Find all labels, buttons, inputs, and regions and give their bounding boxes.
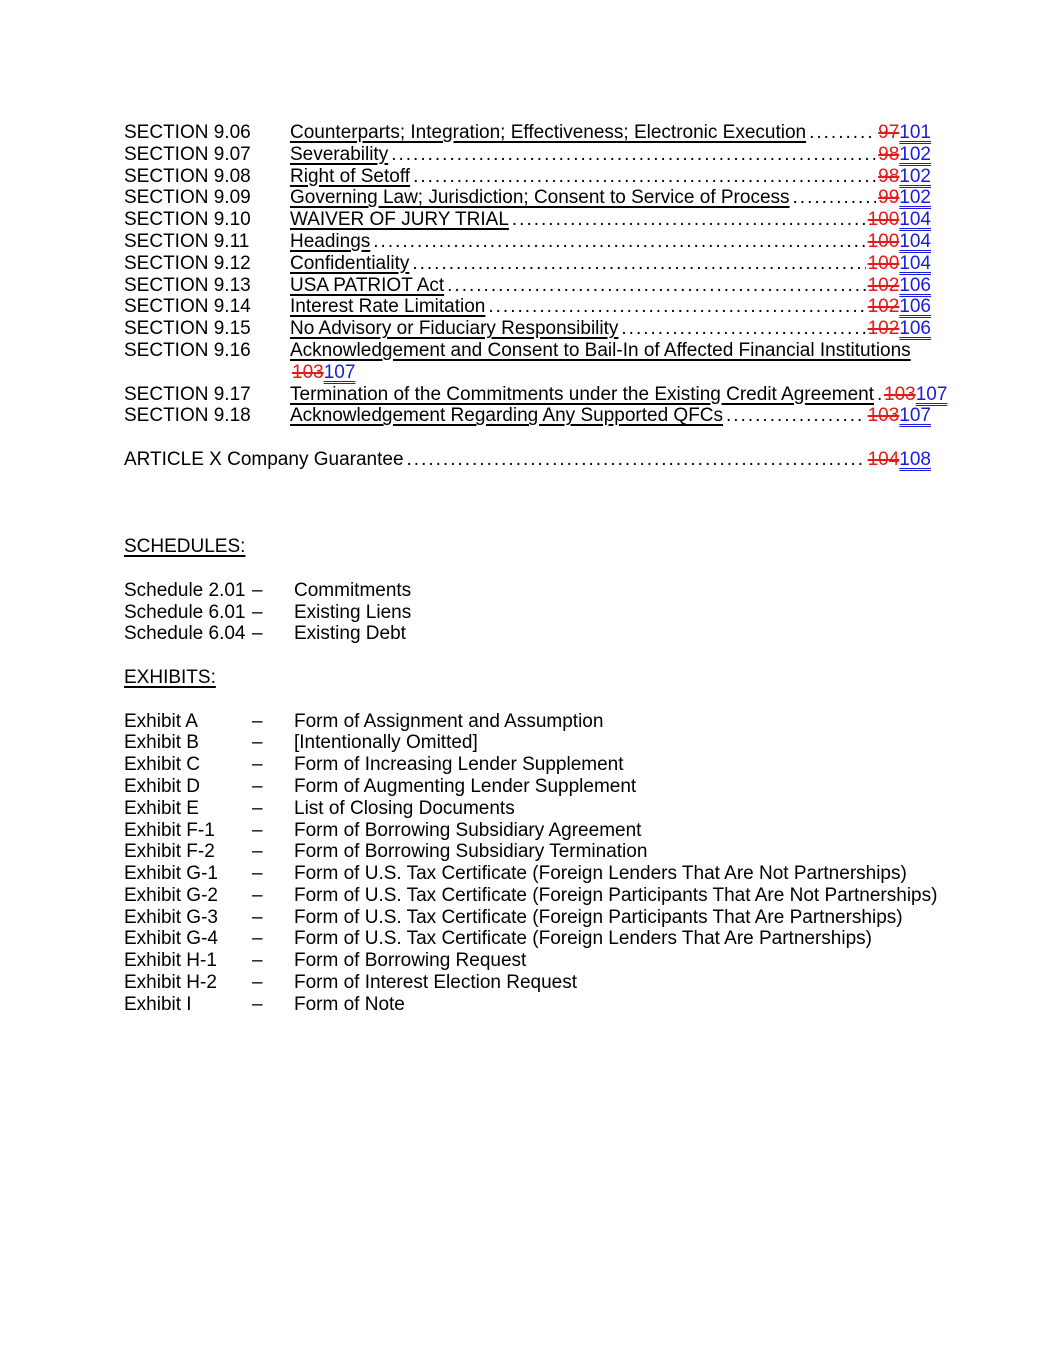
inserted-page-number[interactable]: 101 [899,122,931,143]
deleted-page-number: 103 [867,405,900,427]
dot-leader [370,231,865,253]
article-title[interactable]: ARTICLE X Company Guarantee [124,448,404,470]
inserted-page-number[interactable]: 106 [899,274,931,296]
schedule-title: Existing Liens [294,601,412,623]
exhibit-title: Form of U.S. Tax Certificate (Foreign Participants That Are Not Partnerships) [294,884,938,906]
toc-section-number: SECTION 9.08 [124,165,251,187]
deleted-page-number: 103 [292,361,324,383]
exhibit-row [124,950,931,972]
toc-entry [290,275,931,297]
exhibit-label: Exhibit I [124,993,192,1015]
toc-section-number: SECTION 9.16 [124,339,251,361]
deleted-page-number: 99 [878,187,900,209]
exhibit-row [124,798,931,820]
toc-entry-row [124,187,931,209]
dot-leader [404,449,866,471]
toc-entry-row [124,340,931,384]
dash-separator: – [252,950,263,972]
toc-entry-row [124,209,931,231]
inserted-page-number[interactable]: 104 [899,209,931,231]
toc-entry-row [124,231,931,253]
dash-separator: – [252,884,263,906]
inserted-page-number[interactable]: 107 [899,405,931,427]
exhibit-title: Form of Borrowing Subsidiary Termination [294,841,648,863]
toc-entry [290,296,931,318]
exhibit-label: Exhibit H-1 [124,950,217,972]
dash-separator: – [252,841,263,863]
toc-section-number: SECTION 9.12 [124,252,251,274]
toc-entry [290,383,948,406]
page-numbers [876,122,931,144]
dot-leader [388,144,876,166]
page-numbers [866,318,931,340]
page-numbers [876,166,931,188]
toc-entry [290,340,931,384]
exhibit-row [124,907,931,929]
toc-entry [290,405,931,427]
exhibit-row [124,711,931,733]
exhibit-row [124,841,931,863]
toc-section-number: SECTION 9.11 [124,230,250,252]
toc-entry [290,187,931,209]
schedule-row [124,580,931,602]
inserted-page-number[interactable]: 107 [915,383,948,405]
deleted-page-number: 100 [867,230,900,252]
schedules-heading: SCHEDULES: [124,536,246,558]
exhibit-label: Exhibit A [124,710,198,732]
toc-entry-row [124,383,948,406]
dot-leader [509,209,866,231]
deleted-page-number: 97 [878,122,900,143]
inserted-page-number[interactable]: 102 [899,187,931,209]
toc-entry [290,318,931,340]
exhibit-title: Form of Note [294,993,405,1015]
page-numbers [866,209,931,231]
dash-separator: – [252,732,263,754]
inserted-page-number[interactable]: 104 [899,252,931,274]
toc-entry-row [124,275,931,297]
dash-separator: – [252,623,263,645]
page-numbers [866,275,931,297]
exhibit-label: Exhibit G-1 [124,863,218,885]
toc-entry [290,253,931,275]
exhibit-label: Exhibit G-3 [124,906,218,928]
toc-entry-title[interactable]: Governing Law; Jurisdiction; Consent to Service of Process [290,187,790,209]
dot-leader [790,187,877,209]
toc-entry [290,231,931,253]
page-numbers [866,449,931,471]
dot-leader [444,275,865,297]
dash-separator: – [252,972,263,994]
exhibit-label: Exhibit E [124,797,199,819]
schedule-label: Schedule 6.04 [124,623,246,645]
toc-section-number: SECTION 9.18 [124,405,251,427]
exhibit-title: Form of Interest Election Request [294,972,578,994]
schedule-label: Schedule 2.01 [124,579,246,601]
exhibit-label: Exhibit D [124,775,201,797]
blank-line [124,689,931,711]
toc-entry-title[interactable]: Headings [290,230,371,252]
exhibit-row [124,820,931,842]
blank-line [124,558,931,580]
dash-separator: – [252,863,263,885]
page-numbers [876,187,931,209]
toc-entry-row [124,166,931,188]
toc-section-number: SECTION 9.15 [124,318,251,340]
toc-entry-title[interactable]: Right of Setoff [290,165,411,187]
exhibit-title: Form of Increasing Lender Supplement [294,754,624,776]
exhibit-title: Form of U.S. Tax Certificate (Foreign Lenders That Are Partnerships) [294,928,872,950]
dot-leader [874,384,882,406]
exhibit-label: Exhibit H-2 [124,972,217,994]
toc-entry-title[interactable]: Acknowledgement and Consent to Bail-In of Affected Financial Institutions [290,339,911,361]
page-numbers [876,144,931,166]
schedules-list [124,580,931,645]
toc-entry-title[interactable]: Interest Rate Limitation [290,296,486,318]
exhibit-label: Exhibit G-2 [124,884,218,906]
toc-section-number: SECTION 9.17 [124,383,251,405]
toc-entry-title[interactable]: USA PATRIOT Act [290,274,445,296]
page-numbers [866,231,931,253]
exhibits-list [124,710,938,1016]
toc-entry-row [124,296,931,318]
dot-leader [485,296,865,318]
dot-leader [806,122,876,144]
deleted-page-number: 98 [878,143,900,165]
inserted-page-number[interactable]: 108 [899,448,931,470]
deleted-page-number: 102 [867,274,900,296]
schedule-label: Schedule 6.01 [124,601,246,623]
page-numbers [882,384,947,406]
toc-section-number: SECTION 9.13 [124,274,251,296]
exhibit-title: Form of Assignment and Assumption [294,710,604,732]
exhibit-title: List of Closing Documents [294,797,515,819]
toc-entry-title[interactable]: Severability [290,143,389,165]
toc-section-number: SECTION 9.09 [124,187,251,209]
exhibit-title: Form of Borrowing Request [294,950,527,972]
exhibit-label: Exhibit F-1 [124,819,215,841]
toc-entry-row [124,405,931,427]
dot-leader [410,166,876,188]
deleted-page-number: 102 [867,296,900,318]
toc-entry [290,122,931,144]
exhibit-row [124,754,931,776]
exhibit-row [124,972,931,994]
toc-section-number: SECTION 9.07 [124,143,251,165]
dash-separator: – [252,754,263,776]
dash-separator: – [252,928,263,950]
dot-leader [618,318,865,340]
schedule-title: Commitments [294,579,412,601]
toc-entry-title[interactable]: WAIVER OF JURY TRIAL [290,209,509,231]
toc-entry-title[interactable]: Acknowledgement Regarding Any Supported QFCs [290,405,724,427]
exhibit-label: Exhibit G-4 [124,928,218,950]
exhibit-title: Form of Augmenting Lender Supplement [294,775,637,797]
toc-entry [290,166,931,188]
blank-line [124,471,931,536]
deleted-page-number: 104 [867,448,900,470]
deleted-page-number: 103 [884,383,916,405]
exhibit-row [124,928,931,950]
dash-separator: – [252,993,263,1015]
dot-leader [409,253,865,275]
toc-entry-title[interactable]: Counterparts; Integration; Effectiveness; Electronic Execution [290,122,807,143]
toc-entry [290,209,931,231]
exhibit-row [124,884,938,907]
page-numbers [866,405,931,427]
dash-separator: – [252,710,263,732]
dash-separator: – [252,579,263,601]
schedule-row [124,623,931,645]
page-numbers [866,296,931,318]
inserted-page-number[interactable]: 106 [899,318,931,340]
exhibit-title: [Intentionally Omitted] [294,732,478,754]
deleted-page-number: 100 [867,209,900,231]
exhibit-row [124,994,931,1016]
toc-entry [290,144,931,166]
toc-section-number: SECTION 9.10 [124,209,251,231]
toc-section-number: SECTION 9.14 [124,296,251,318]
page-numbers [290,362,355,383]
toc-entry-row [124,122,931,144]
exhibits-heading: EXHIBITS: [124,666,216,688]
dot-leader [723,405,866,427]
page-numbers [866,253,931,275]
table-of-contents [124,122,948,471]
deleted-page-number: 102 [867,318,900,340]
exhibit-row [124,776,931,798]
schedule-title: Existing Debt [294,623,406,645]
dash-separator: – [252,819,263,841]
inserted-page-number[interactable]: 107 [323,361,356,383]
toc-entry-title[interactable]: No Advisory or Fiduciary Responsibility [290,318,619,340]
toc-entry-row [124,144,931,166]
exhibit-label: Exhibit F-2 [124,841,215,863]
exhibit-title: Form of U.S. Tax Certificate (Foreign Lenders That Are Not Partnerships) [294,863,907,885]
toc-entry-title[interactable]: Termination of the Commitments under the Existing Credit Agreement [290,383,874,405]
exhibit-row [124,863,931,885]
toc-entry-row [124,253,931,275]
blank-line [124,645,931,667]
inserted-page-number[interactable]: 106 [899,296,931,318]
exhibit-row [124,732,931,754]
exhibit-title: Form of Borrowing Subsidiary Agreement [294,819,642,841]
inserted-page-number[interactable]: 102 [899,165,931,187]
exhibit-label: Exhibit B [124,732,199,754]
toc-entry-row [124,318,931,340]
inserted-page-number[interactable]: 102 [899,143,931,165]
article-entry-row [124,449,931,471]
blank-line [124,427,931,449]
dash-separator: – [252,775,263,797]
dash-separator: – [252,906,263,928]
deleted-page-number: 98 [878,165,900,187]
schedule-row [124,602,931,624]
deleted-page-number: 100 [867,252,900,274]
inserted-page-number[interactable]: 104 [899,230,931,252]
toc-entry-title[interactable]: Confidentiality [290,252,410,274]
exhibit-title: Form of U.S. Tax Certificate (Foreign Participants That Are Partnerships) [294,906,903,928]
toc-section-number: SECTION 9.06 [124,122,251,143]
dash-separator: – [252,797,263,819]
dash-separator: – [252,601,263,623]
exhibit-label: Exhibit C [124,754,201,776]
